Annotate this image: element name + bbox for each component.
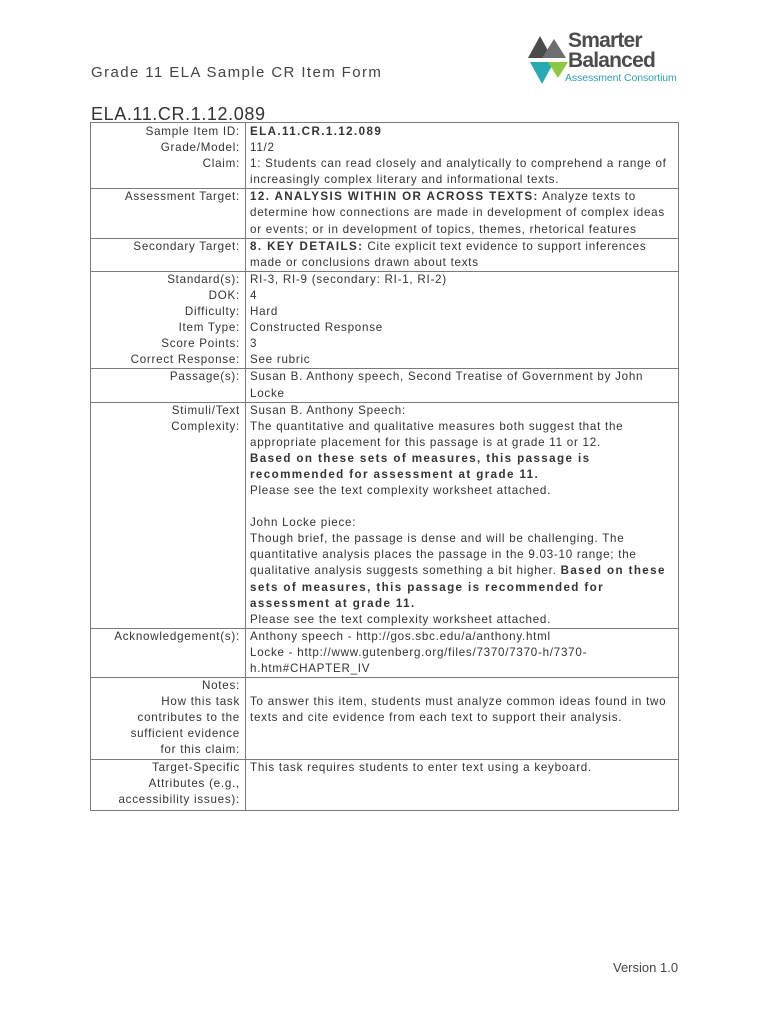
table-row xyxy=(91,402,679,628)
grade-value: 11/2 xyxy=(250,141,275,155)
standards-value: RI-3, RI-9 (secondary: RI-1, RI-2) xyxy=(250,272,447,286)
row-label: Passage(s): xyxy=(91,369,246,402)
row-label: Acknowledgement(s): xyxy=(91,628,246,677)
table-row xyxy=(91,369,679,402)
table-row xyxy=(91,628,679,677)
assessment-target-value: 12. ANALYSIS WITHIN OR ACROSS TEXTS: Analyze texts to determine how connections are made in development of complex ideas or events; or in development of topics, themes, rhetorical features xyxy=(246,189,679,238)
row-label: Standard(s): DOK: Difficulty: Item Type: Score Points: Correct Response: xyxy=(91,271,246,369)
table-row xyxy=(91,678,679,759)
difficulty-value: Hard xyxy=(250,305,279,319)
correct-response-value: See rubric xyxy=(250,353,311,367)
table-row xyxy=(91,271,679,369)
row-label: Assessment Target: xyxy=(91,189,246,238)
table-row xyxy=(91,759,679,810)
logo-subtitle: Assessment Consortium xyxy=(565,72,677,84)
locke-link[interactable]: Locke - http://www.gutenberg.org/files/7370/7370-h/7370-h.htm#CHAPTER_IV xyxy=(250,645,588,675)
target-specific-value: This task requires students to enter text using a keyboard. xyxy=(246,759,679,810)
notes-value: To answer this item, students must analyze common ideas found in two texts and cite evidence from each text to support their analysis. xyxy=(246,678,679,759)
logo-word-balanced: Balanced xyxy=(568,49,655,72)
table-row xyxy=(91,238,679,271)
item-id-heading: ELA.11.CR.1.12.089 xyxy=(91,104,266,124)
smarter-balanced-logo xyxy=(524,26,690,86)
form-title: Grade 11 ELA Sample CR Item Form xyxy=(91,64,383,81)
anthony-link[interactable]: Anthony speech - http://gos.sbc.edu/a/anthony.html xyxy=(250,629,551,643)
sample-id-value: ELA.11.CR.1.12.089 xyxy=(250,125,383,138)
row-label: Stimuli/Text Complexity: xyxy=(91,402,246,628)
secondary-target-value: 8. KEY DETAILS: Cite explicit text evidence to support inferences made or conclusions drawn about texts xyxy=(246,238,679,271)
passages-value: Susan B. Anthony speech, Second Treatise of Government by John Locke xyxy=(246,369,679,402)
item-type-value: Constructed Response xyxy=(250,321,383,335)
dok-value: 4 xyxy=(250,288,258,302)
row-label: Secondary Target: xyxy=(91,238,246,271)
row-label: Target-Specific Attributes (e.g., accessibility issues): xyxy=(91,759,246,810)
logo-word-smarter: Smarter xyxy=(568,29,642,52)
table-row xyxy=(91,123,679,189)
row-value xyxy=(246,123,679,189)
complexity-value: Susan B. Anthony Speech: The quantitative and qualitative measures both suggest that the appropriate placement for this passage is at grade 11 or 12. Based on these sets of measures, this passage is recommended for assessment at grade 11. Please see the text complexity worksheet attached. John Locke piece: Though brief, the passage is dense and will be challenging. The quantitative analysis places the passage in the 9.03-10 range; the qualitative analysis suggests something a bit higher. Based on these sets of measures, this passage is recommended for assessment at grade 11. Please see the text complexity worksheet attached. xyxy=(246,402,679,628)
row-value xyxy=(246,271,679,369)
claim-value: 1: Students can read closely and analytically to comprehend a range of increasingly complex literary and informational texts. xyxy=(250,157,667,187)
row-label: Sample Item ID: Grade/Model: Claim: xyxy=(91,123,246,189)
item-form-table xyxy=(90,122,679,811)
table-row xyxy=(91,189,679,238)
score-points-value: 3 xyxy=(250,337,258,351)
version-label: Version 1.0 xyxy=(613,960,679,975)
acknowledgements-value xyxy=(246,628,679,677)
row-label: Notes: How this task contributes to the sufficient evidence for this claim: xyxy=(91,678,246,759)
